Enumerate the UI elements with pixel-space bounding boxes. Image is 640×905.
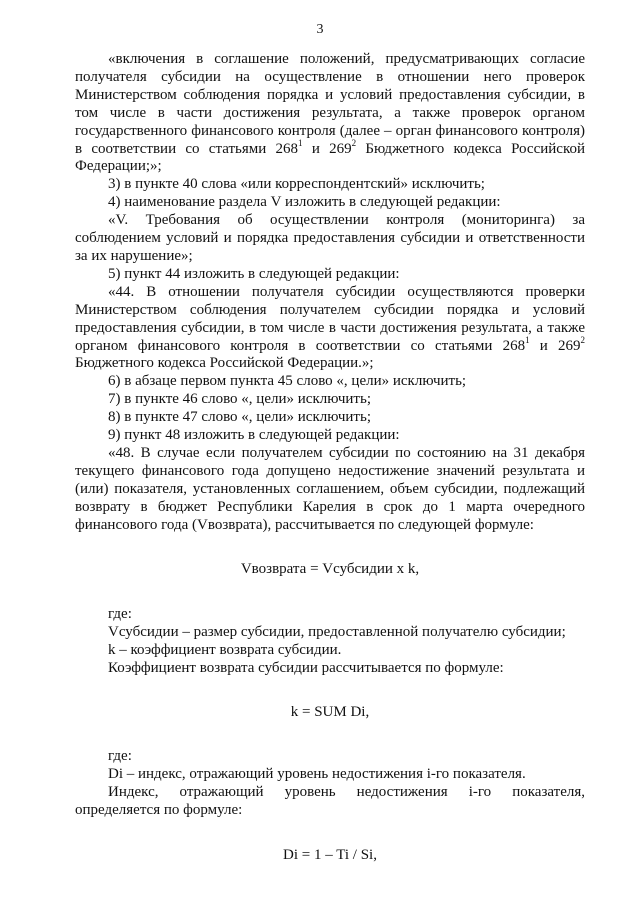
definition-di: Di – индекс, отражающий уровень недостижения i-го показателя. <box>108 765 526 782</box>
paragraph-text: и 269 <box>302 140 352 157</box>
document-body <box>75 51 585 864</box>
item-3: 3) в пункте 40 слова «или корреспондентский» исключить; <box>108 176 485 193</box>
paragraph-text: Бюджетного кодекса Российской Федерации.»; <box>75 355 374 372</box>
page-number: 3 <box>316 22 324 37</box>
definition-vsubsidii: Vсубсидии – размер субсидии, предоставленной получателю субсидии; <box>108 624 566 641</box>
item-5: 5) пункт 44 изложить в следующей редакции: <box>108 265 400 282</box>
superscript: 1 <box>298 137 303 148</box>
paragraph-text: «включения в соглашение положений, предусматривающих согласие получателя субсидии на осуществление в отношении него проверок Министерством соблюдения порядка и условий предоставления субсидии, в том числе в части достижения результата, а также проверок органом государственного финансового контроля (далее – орган финансового контроля) в соответствии со статьями 268 <box>75 51 585 157</box>
paragraph-item-44 <box>75 284 585 374</box>
where-label: где: <box>108 747 132 764</box>
definition-k: k – коэффициент возврата субсидии. <box>108 642 342 659</box>
where-label: где: <box>108 606 132 623</box>
paragraph-text: «44. В отношении получателя субсидии осуществляются проверки Министерством соблюдения получателем субсидии порядка и условий предоставления субсидии, в том числе в части достижения результата, а также органом финансового контроля в соответствии со статьями 268 <box>75 283 585 354</box>
item-9: 9) пункт 48 изложить в следующей редакции: <box>108 427 400 444</box>
superscript: 1 <box>525 334 530 345</box>
formula-di: Di = 1 – Ti / Si, <box>283 846 377 863</box>
superscript: 2 <box>580 334 586 345</box>
paragraph-k-formula-intro: Коэффициент возврата субсидии рассчитывается по формуле: <box>108 660 504 677</box>
item-4: 4) наименование раздела V изложить в следующей редакции: <box>108 194 501 211</box>
item-8: 8) в пункте 47 слово «, цели» исключить; <box>108 409 371 426</box>
superscript: 2 <box>351 137 357 148</box>
paragraph-agreement-provisions <box>75 51 585 176</box>
paragraph-text: Бюджетного кодекса Российской Федерации;»; <box>75 140 585 175</box>
formula-refund-volume: Vвозврата = Vсубсидии x k, <box>240 561 420 578</box>
section-v-title: «V. Требования об осуществлении контроля (мониторинга) за соблюдением условий и порядка предоставления субсидии и ответственности за их нарушение»; <box>75 212 585 264</box>
item-6: 6) в абзаце первом пункта 45 слово «, цели» исключить; <box>108 373 467 390</box>
paragraph-di-formula-intro: Индекс, отражающий уровень недостижения i-го показателя, определяется по формуле: <box>75 783 585 818</box>
paragraph-item-48: «48. В случае если получателем субсидии по состоянию на 31 декабря текущего финансового года допущено недостижение значений результата и (или) показателя, установленных соглашением, объем субсидии, подлежащий возврату в бюджет Республики Карелия в срок до 1 марта очередного финансового года (Vвозврата), рассчитывается по следующей формуле: <box>75 444 585 533</box>
item-7: 7) в пункте 46 слово «, цели» исключить; <box>108 391 371 408</box>
formula-k: k = SUM Di, <box>290 704 370 720</box>
paragraph-text: и 269 <box>529 337 581 354</box>
